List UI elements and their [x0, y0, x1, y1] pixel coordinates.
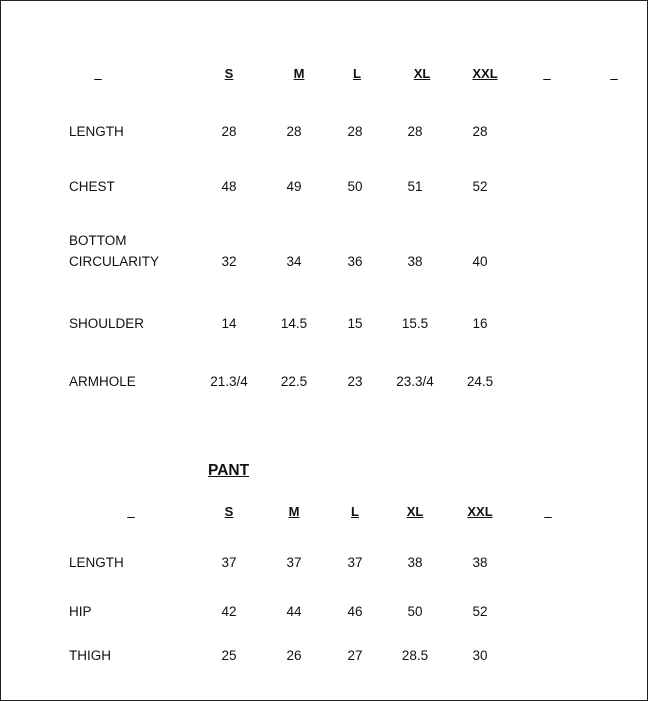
header-size-m: M	[288, 504, 300, 519]
row-label-line1: BOTTOM	[69, 233, 127, 248]
header-size-m: M	[293, 66, 305, 81]
value-cell: 28.5	[401, 648, 429, 663]
value-cell: 15.5	[401, 316, 429, 331]
value-cell: 27	[347, 648, 363, 663]
row-label: CHEST	[69, 179, 115, 194]
value-cell: 34	[286, 254, 302, 269]
header-blank-cell	[610, 64, 618, 84]
header-size-xxl: XXL	[472, 66, 498, 81]
header-size-xl: XL	[406, 504, 424, 519]
value-cell: 15	[347, 316, 363, 331]
value-cell: 14	[221, 316, 237, 331]
value-cell: 23	[347, 374, 363, 389]
header-blank-cell	[127, 502, 135, 522]
row-label: LENGTH	[69, 124, 124, 139]
value-cell: 38	[407, 254, 423, 269]
value-cell: 50	[407, 604, 423, 619]
value-cell: 38	[472, 555, 488, 570]
header-blank-cell	[94, 64, 102, 84]
value-cell: 36	[347, 254, 363, 269]
value-cell: 22.5	[280, 374, 308, 389]
value-cell: 37	[221, 555, 237, 570]
header-size-xxl: XXL	[467, 504, 493, 519]
row-label: LENGTH	[69, 555, 124, 570]
value-cell: 42	[221, 604, 237, 619]
value-cell: 32	[221, 254, 237, 269]
value-cell: 37	[286, 555, 302, 570]
value-cell: 48	[221, 179, 237, 194]
value-cell: 28	[286, 124, 302, 139]
header-size-s: S	[224, 504, 234, 519]
row-label: THIGH	[69, 648, 111, 663]
value-cell: 44	[286, 604, 302, 619]
value-cell: 24.5	[466, 374, 494, 389]
value-cell: 37	[347, 555, 363, 570]
value-cell: 28	[347, 124, 363, 139]
header-size-l: L	[353, 66, 361, 81]
value-cell: 28	[221, 124, 237, 139]
header-blank-cell	[544, 502, 552, 522]
value-cell: 50	[347, 179, 363, 194]
row-label: SHOULDER	[69, 316, 145, 331]
header-size-s: S	[224, 66, 234, 81]
value-cell: 25	[221, 648, 237, 663]
value-cell: 26	[286, 648, 302, 663]
value-cell: 52	[472, 179, 488, 194]
value-cell: 21.3/4	[210, 374, 248, 389]
value-cell: 51	[407, 179, 423, 194]
value-cell: 49	[286, 179, 302, 194]
value-cell: 14.5	[280, 316, 308, 331]
value-cell: 28	[407, 124, 423, 139]
value-cell: 30	[472, 648, 488, 663]
row-label-line2: CIRCULARITY	[69, 254, 160, 269]
header-blank-cell	[543, 64, 551, 84]
pant-title: PANT	[208, 462, 250, 479]
header-size-l: L	[351, 504, 359, 519]
value-cell: 52	[472, 604, 488, 619]
row-label: ARMHOLE	[69, 374, 136, 389]
value-cell: 28	[472, 124, 488, 139]
row-label: HIP	[69, 604, 92, 619]
value-cell: 16	[472, 316, 488, 331]
value-cell: 38	[407, 555, 423, 570]
value-cell: 46	[347, 604, 363, 619]
header-size-xl: XL	[413, 66, 431, 81]
value-cell: 40	[472, 254, 488, 269]
value-cell: 23.3/4	[396, 374, 434, 389]
